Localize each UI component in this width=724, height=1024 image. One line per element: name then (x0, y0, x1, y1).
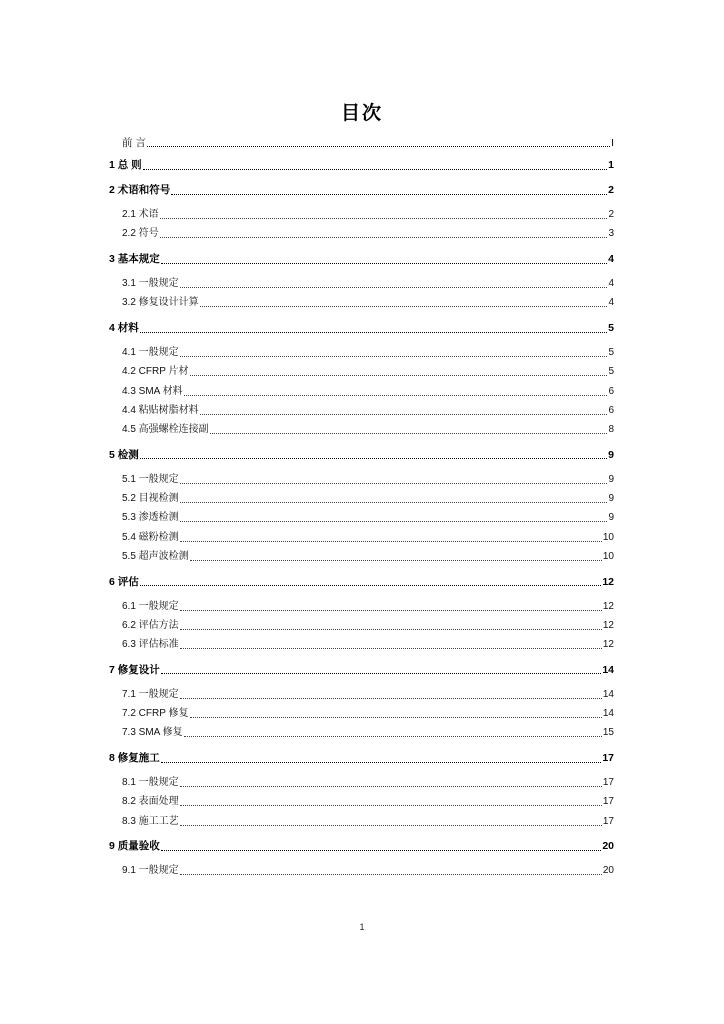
toc-entry-label: 4.3 SMA 材料 (122, 385, 183, 397)
toc-dot-leader (171, 194, 607, 195)
toc-chapter-entry[interactable] (109, 443, 614, 462)
toc-chapter-entry[interactable] (109, 179, 614, 198)
toc-entry-page: 12 (602, 639, 614, 651)
toc-entry-page: 9 (608, 473, 614, 485)
toc-dot-leader (140, 585, 602, 586)
toc-dot-leader (161, 850, 602, 851)
toc-entry-label: 3.2 修复设计计算 (122, 297, 199, 309)
toc-entry-label: 4.1 一般规定 (122, 346, 179, 358)
toc-entry-label: 5.4 磁粉检测 (122, 531, 179, 543)
toc-chapter-entry[interactable] (109, 570, 614, 589)
toc-entry-page: 12 (602, 575, 614, 588)
toc-dot-leader (184, 395, 608, 396)
toc-dot-leader (180, 521, 608, 522)
toc-section-entry[interactable] (109, 291, 614, 310)
toc-entry-label: 1 总 则 (109, 159, 142, 172)
toc-dot-leader (180, 874, 602, 875)
toc-entry-label: 5 检测 (109, 448, 139, 461)
toc-entry-page: 14 (602, 663, 614, 676)
toc-section-entry[interactable] (109, 682, 614, 701)
toc-entry-page: 17 (602, 776, 614, 788)
toc-dot-leader (184, 736, 602, 737)
toc-entry-page: 9 (608, 493, 614, 505)
toc-entry-label: 7.3 SMA 修复 (122, 727, 183, 739)
toc-entry-label: 4.2 CFRP 片材 (122, 366, 189, 378)
table-of-contents (109, 131, 614, 878)
toc-entry-page: 8 (608, 424, 614, 436)
toc-dot-leader (190, 717, 602, 718)
toc-dot-leader (140, 458, 607, 459)
toc-entry-label: 6 评估 (109, 575, 139, 588)
toc-entry-page: 3 (608, 228, 614, 240)
toc-chapter-entry[interactable] (109, 835, 614, 854)
toc-chapter-entry[interactable] (109, 316, 614, 335)
toc-dot-leader (180, 629, 602, 630)
toc-entry-page: 6 (608, 404, 614, 416)
toc-entry-page: 17 (602, 815, 614, 827)
toc-entry-page: 17 (602, 752, 614, 765)
toc-entry-label: 8.3 施工工艺 (122, 815, 179, 827)
toc-entry-label: 7.1 一般规定 (122, 688, 179, 700)
toc-entry-page: 10 (602, 550, 614, 562)
toc-chapter-entry[interactable] (109, 153, 614, 172)
toc-entry-label: 8.2 表面处理 (122, 796, 179, 808)
toc-section-entry[interactable] (109, 721, 614, 740)
toc-section-entry[interactable] (109, 418, 614, 437)
toc-dot-leader (140, 332, 607, 333)
toc-dot-leader (180, 648, 602, 649)
toc-entry-label: 4 材料 (109, 322, 139, 335)
toc-dot-leader (180, 287, 608, 288)
toc-entry-label: 8.1 一般规定 (122, 776, 179, 788)
toc-section-entry[interactable] (109, 379, 614, 398)
toc-entry-page: 17 (602, 796, 614, 808)
toc-section-entry[interactable] (109, 633, 614, 652)
toc-entry-label: 2.2 符号 (122, 228, 159, 240)
page-number: 1 (359, 922, 365, 932)
toc-section-entry[interactable] (109, 594, 614, 613)
toc-entry-page: 9 (608, 448, 614, 461)
toc-dot-leader (143, 169, 607, 170)
toc-section-entry[interactable] (109, 771, 614, 790)
toc-section-entry[interactable] (109, 360, 614, 379)
toc-entry-label: 5.5 超声波检测 (122, 550, 189, 562)
toc-dot-leader (180, 825, 602, 826)
toc-entry-page: 12 (602, 619, 614, 631)
toc-entry-page: 1 (608, 159, 614, 172)
toc-dot-leader (190, 560, 602, 561)
toc-dot-leader (161, 673, 602, 674)
toc-section-entry[interactable] (109, 614, 614, 633)
toc-dot-leader (200, 414, 608, 415)
toc-entry-label: 7.2 CFRP 修复 (122, 708, 189, 720)
toc-dot-leader (180, 610, 602, 611)
toc-entry-label: 3 基本规定 (109, 253, 160, 266)
toc-entry-page: 4 (608, 253, 614, 266)
toc-chapter-entry[interactable] (109, 658, 614, 677)
toc-entry-page: 2 (608, 209, 614, 221)
toc-section-entry[interactable] (109, 525, 614, 544)
toc-entry-page: 4 (608, 297, 614, 309)
toc-dot-leader (180, 356, 608, 357)
toc-section-entry[interactable] (109, 399, 614, 418)
toc-entry-page: 12 (602, 600, 614, 612)
toc-chapter-entry[interactable] (109, 131, 614, 150)
toc-dot-leader (160, 218, 608, 219)
toc-section-entry[interactable] (109, 487, 614, 506)
toc-chapter-entry[interactable] (109, 247, 614, 266)
toc-entry-page: 4 (608, 278, 614, 290)
toc-entry-label: 5.2 目视检测 (122, 493, 179, 505)
toc-dot-leader (161, 263, 607, 264)
toc-dot-leader (180, 502, 608, 503)
toc-dot-leader (161, 762, 602, 763)
toc-entry-label: 7 修复设计 (109, 663, 160, 676)
toc-entry-page: 5 (608, 322, 614, 335)
toc-entry-page: 20 (602, 865, 614, 877)
toc-entry-page: 9 (608, 512, 614, 524)
toc-entry-label: 6.1 一般规定 (122, 600, 179, 612)
toc-entry-page: 5 (608, 366, 614, 378)
toc-entry-page: 5 (608, 346, 614, 358)
toc-entry-label: 前 言 (122, 136, 146, 149)
toc-entry-label: 4.5 高强螺栓连接副 (122, 424, 209, 436)
toc-entry-label: 2 术语和符号 (109, 184, 171, 197)
toc-entry-label: 6.2 评估方法 (122, 619, 179, 631)
toc-section-entry[interactable] (109, 222, 614, 241)
toc-chapter-entry[interactable] (109, 746, 614, 765)
toc-entry-page: 14 (602, 688, 614, 700)
toc-entry-page: 14 (602, 708, 614, 720)
toc-entry-label: 5.3 渗透检测 (122, 512, 179, 524)
toc-section-entry[interactable] (109, 702, 614, 721)
toc-entry-page: 2 (608, 184, 614, 197)
toc-section-entry[interactable] (109, 506, 614, 525)
toc-section-entry[interactable] (109, 859, 614, 878)
toc-dot-leader (180, 805, 602, 806)
toc-entry-page: I (611, 136, 614, 149)
toc-section-entry[interactable] (109, 545, 614, 564)
toc-dot-leader (160, 237, 608, 238)
toc-entry-label: 2.1 术语 (122, 209, 159, 221)
toc-section-entry[interactable] (109, 203, 614, 222)
toc-entry-label: 3.1 一般规定 (122, 278, 179, 290)
toc-dot-leader (180, 698, 602, 699)
toc-entry-page: 6 (608, 385, 614, 397)
toc-dot-leader (180, 483, 608, 484)
toc-section-entry[interactable] (109, 809, 614, 828)
toc-entry-label: 6.3 评估标准 (122, 639, 179, 651)
toc-entry-label: 5.1 一般规定 (122, 473, 179, 485)
toc-dot-leader (147, 146, 610, 147)
toc-entry-label: 4.4 粘贴树脂材料 (122, 404, 199, 416)
toc-dot-leader (210, 433, 608, 434)
toc-entry-page: 10 (602, 531, 614, 543)
page-title: 目次 (340, 103, 383, 124)
toc-dot-leader (180, 541, 602, 542)
toc-entry-page: 15 (602, 727, 614, 739)
toc-section-entry[interactable] (109, 467, 614, 486)
toc-dot-leader (200, 306, 608, 307)
toc-section-entry[interactable] (109, 790, 614, 809)
toc-section-entry[interactable] (109, 341, 614, 360)
toc-entry-label: 9 质量验收 (109, 840, 160, 853)
toc-section-entry[interactable] (109, 272, 614, 291)
toc-entry-label: 9.1 一般规定 (122, 865, 179, 877)
toc-entry-page: 20 (602, 840, 614, 853)
toc-entry-label: 8 修复施工 (109, 752, 160, 765)
toc-dot-leader (190, 375, 608, 376)
toc-dot-leader (180, 786, 602, 787)
